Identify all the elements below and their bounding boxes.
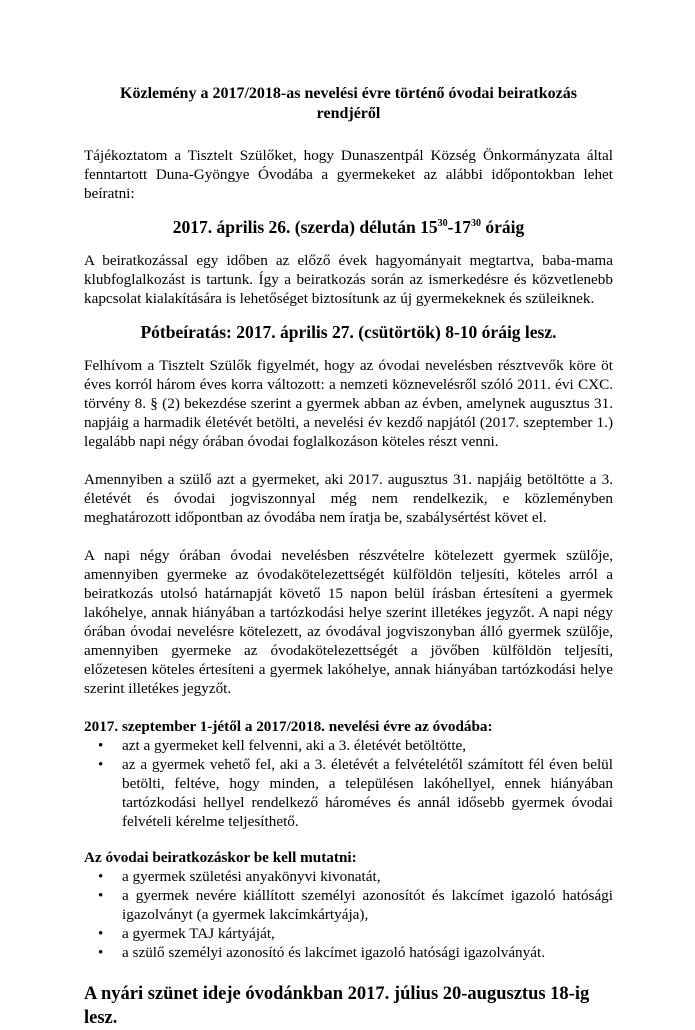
intro-paragraph: Tájékoztatom a Tisztelt Szülőket, hogy Dunaszentpál Község Önkormányzata által fenntartott Duna-Gyöngye Óvodába a gyermekeket az alábbi időpontokban lehet beíratni: <box>84 147 613 202</box>
start-minutes: 30 <box>437 218 448 230</box>
admission-section <box>84 717 613 831</box>
documents-list <box>84 867 613 962</box>
page-title <box>84 84 613 124</box>
bullet-icon: • <box>98 944 104 961</box>
list-item-text: a gyermek TAJ kártyáját, <box>122 925 275 942</box>
club-paragraph: A beiratkozással egy időben az előző évek hagyományait megtartva, baba-mama klubfoglalkozást is tartunk. Így a beiratkozás során az ismerkedésre és közvetlenebb kapcsolat kialakítására is lehetőséget biztosítunk az új gyermekeknek és szüleiknek. <box>84 252 613 307</box>
documents-section <box>84 848 613 962</box>
documents-heading: Az óvodai beiratkozáskor be kell mutatni: <box>84 849 357 866</box>
list-item <box>98 943 613 962</box>
summer-break-notice: A nyári szünet ideje óvodánkban 2017. július 20-augusztus 18-ig lesz. <box>84 984 590 1028</box>
end-minutes: 30 <box>471 218 481 230</box>
list-item <box>98 886 613 924</box>
list-item <box>98 867 613 886</box>
bullet-icon: • <box>98 925 104 942</box>
title-line-1: Közlemény a 2017/2018-as nevelési évre történő óvodai beiratkozás <box>120 85 577 102</box>
body-paragraph: Felhívom a Tisztelt Szülők figyelmét, hogy az óvodai nevelésben résztvevők köre öt éves korról három éves korra változott: a nemzeti köznevelésről szóló 2011. évi CXC. törvény 8. § (2) bekezdése szerint a gyermek abban az évben, amelynek augusztus 31. napjáig a harmadik életévét betölti, a nevelési év kezdő napjától (2017. szeptember 1.) legalább napi négy órában óvodai foglalkozáson köteles részt venni. <box>84 357 613 450</box>
title-line-2: rendjéről <box>316 105 381 122</box>
bullet-icon: • <box>98 868 104 885</box>
list-item-text: a szülő személyi azonosító és lakcímet igazoló hatósági igazolványát. <box>122 944 546 961</box>
list-item-text: a gyermek nevére kiállított személyi azonosítót és lakcímet igazoló hatósági igazolványt (a gyermek lakcímkártyája), <box>122 887 613 923</box>
list-item <box>98 924 613 943</box>
date-middle: -17 <box>447 217 471 237</box>
bullet-icon: • <box>98 887 104 904</box>
date-prefix: 2017. április 26. (szerda) délután 15 <box>172 217 438 237</box>
body-paragraph: Amennyiben a szülő azt a gyermeket, aki 2017. augusztus 31. napjáig betöltötte a 3. életévét és óvodai jogviszonnyal még nem rendelkezik, e közleményben meghatározott időpontban az óvodába nem íratja be, szabálysértést követ el. <box>84 471 613 526</box>
bullet-icon: • <box>98 737 104 754</box>
extra-enrollment-heading: Pótbeíratás: 2017. április 27. (csütörtök) 8-10 óráig lesz. <box>140 322 557 342</box>
list-item <box>98 736 613 755</box>
admission-heading: 2017. szeptember 1-jétől a 2017/2018. nevelési évre az óvodába: <box>84 718 493 735</box>
list-item-text: a gyermek születési anyakönyvi kivonatát, <box>122 868 381 885</box>
body-paragraph: A napi négy órában óvodai nevelésben részvételre kötelezett gyermek szülője, amennyiben gyermeke az óvodakötelezettségét külföldön teljesíti, köteles arról a beiratkozás utolsó határnapját követő 15 napon belül írásban értesíteni a gyermek lakóhelye, annak hiányában a tartózkodási helye szerint illetékes jegyzőt. A napi négy órában óvodai nevelésre kötelezett, az óvodával jogviszonyban álló gyermek szülője, amennyiben gyermeke az óvodakötelezettségét a jövőben külföldön teljesíti, előzetesen köteles értesíteni a gyermek lakóhelye, annak hiányában tartózkodási helye szerint illetékes jegyzőt. <box>84 547 613 697</box>
enrollment-date-heading <box>84 216 613 238</box>
date-suffix: óráig <box>481 217 525 237</box>
bullet-icon: • <box>98 756 104 773</box>
list-item-text: azt a gyermeket kell felvenni, aki a 3. életévét betöltötte, <box>122 737 467 754</box>
admission-list <box>84 736 613 831</box>
list-item-text: az a gyermek vehető fel, aki a 3. életévét a felvételétől számított fél éven belül betölti, feltéve, hogy minden, a településen lakóhellyel, ennek hiányában tartózkodási hellyel rendelkező hároméves és annál idősebb gyermek óvodai felvételi kérelme teljesíthető. <box>122 756 613 830</box>
list-item <box>98 755 613 831</box>
